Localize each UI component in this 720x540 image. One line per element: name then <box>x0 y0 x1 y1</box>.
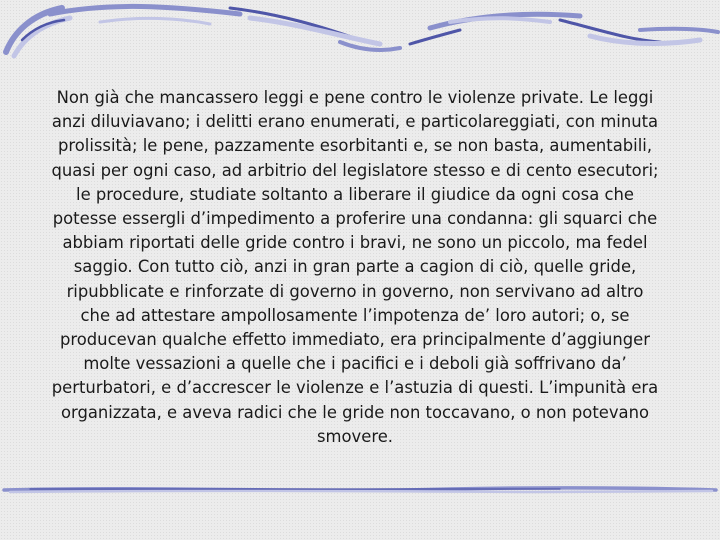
bottom-rule <box>0 484 720 496</box>
top-swash-border <box>0 0 720 62</box>
body-paragraph: Non già che mancassero leggi e pene contro le violenze private. Le leggi anzi diluviavano; i delitti erano enumerati, e particolareggiati, con minuta prolissità; le pene, pazzamente esorbitanti e, se non basta, aumentabili, quasi per ogni caso, ad arbitrio del legislatore stesso e di cento esecutori; le procedure, studiate soltanto a liberare il giudice da ogni cosa che potesse essergli d’impedimento a proferire una condanna: gli squarci che abbiam riportati delle gride contro i bravi, ne sono un piccolo, ma fedel saggio. Con tutto ciò, anzi in gran parte a cagion di ciò, quelle gride, ripubblicate e rinforzate di governo in governo, non servivano ad altro che ad attestare ampollosamente l’impotenza de’ loro autori; o, se producevan qualche effetto immediato, era principalmente d’aggiunger molte vessazioni a quelle che i pacifici e i deboli già soffrivano da’ perturbatori, e d’accrescer le violenze e l’astuzia di questi. L’impunità era organizzata, e aveva radici che le gride non toccavano, o non potevano smovere. <box>51 88 659 446</box>
